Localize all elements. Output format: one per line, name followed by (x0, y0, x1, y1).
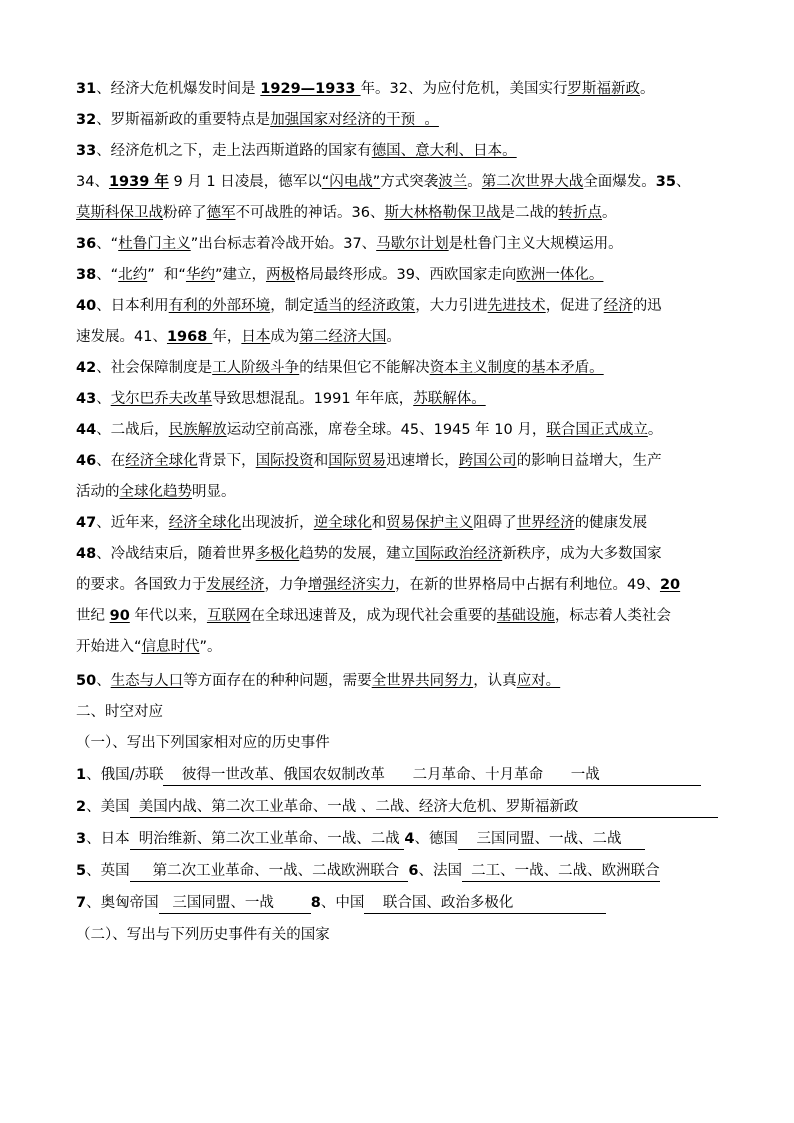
answer-text: 斯大林格勒保卫战 (384, 205, 501, 221)
prompt-text: 9 月 1 日凌晨，德军以 (168, 174, 322, 190)
prompt-text: 、“ (96, 267, 119, 283)
prompt-text: 年。32、为应付危机，美国实行 (360, 81, 568, 97)
text-line (76, 110, 720, 131)
country-row (76, 861, 720, 882)
prompt-text: 的迅 (632, 298, 662, 314)
text-line (76, 141, 720, 162)
prompt-text: 明显。 (192, 484, 236, 500)
prompt-text: ”出台标志着冷战开始。37、 (190, 236, 377, 252)
prompt-text: 是杜鲁门主义大规模运用。 (448, 236, 623, 252)
prompt-text: 运动空前高涨，席卷全球。45、1945 年 10 月， (226, 422, 547, 438)
answer-text: 90 (109, 608, 130, 624)
answer-text: 应对。 (516, 673, 561, 689)
answer-text: 华约 (185, 267, 215, 283)
item-number: 1 (76, 767, 87, 783)
text-line (76, 575, 720, 596)
prompt-text: 、“ (96, 236, 119, 252)
prompt-text: ，大力引进 (415, 298, 488, 314)
prompt-text: 、 (96, 391, 111, 407)
prompt-text: 、冷战结束后，随着世界 (96, 546, 256, 562)
prompt-text: 31 (76, 81, 97, 97)
prompt-text: 。 (601, 205, 617, 221)
answer-text: 生态与人口 (110, 673, 184, 689)
text-line (76, 671, 720, 692)
prompt-text: 方式突袭 (380, 174, 439, 190)
country-label: 、英国 (86, 863, 130, 879)
prompt-text: 50 (76, 673, 97, 689)
answer-text: 先进技术 (487, 298, 546, 314)
answer-text: 增强经济实力 (308, 577, 395, 593)
item-number: 5 (76, 863, 87, 879)
answer-text: 多极化 (255, 546, 300, 562)
prompt-text: 、 (96, 673, 111, 689)
prompt-text: 等方面存在的种种问题，需要 (183, 673, 372, 689)
answer-blank: 联合国、政治多极化 (364, 894, 605, 914)
prompt-text: 、日本利用 (96, 298, 169, 314)
item-number: 8 (310, 895, 321, 911)
answer-text: 经济 (603, 298, 633, 314)
answer-text: 适当的经济政策 (313, 298, 416, 314)
item-number: 3 (76, 831, 87, 847)
prompt-text: ，促进了 (545, 298, 604, 314)
prompt-text: 、在 (96, 453, 126, 469)
text-line (76, 482, 720, 503)
text-line (76, 358, 720, 379)
prompt-text: 趋势的发展，建立 (299, 546, 416, 562)
text-line (76, 451, 720, 472)
country-row (76, 797, 720, 818)
prompt-text: 成为 (270, 329, 300, 345)
answer-text: 国际贸易 (328, 453, 387, 469)
answer-text: 戈尔巴乔夫改革 (110, 391, 213, 407)
prompt-text: （一）、写出下列国家相对应的历史事件 (76, 735, 330, 751)
prompt-text: 35 (655, 174, 676, 190)
prompt-text: 、罗斯福新政的重要特点是 (96, 112, 271, 128)
answer-blank: 第二次工业革命、一战、二战欧洲联合 (130, 862, 409, 882)
answer-text: 1968 (166, 329, 213, 345)
country-label: 、中国 (320, 895, 365, 911)
text-line (76, 203, 720, 224)
prompt-text: ”。 (199, 639, 222, 655)
prompt-text: 年代以来， (129, 608, 207, 624)
answer-text: 信息时代 (141, 639, 200, 655)
text-line (76, 389, 720, 410)
country-label: 、法国 (418, 863, 462, 879)
prompt-text: 、社会保障制度是 (96, 360, 213, 376)
answer-text: 莫斯科保卫战 (76, 205, 163, 221)
answer-text: 国际投资 (255, 453, 314, 469)
prompt-text: 背景下， (197, 453, 256, 469)
text-line (76, 513, 720, 534)
prompt-text: 出现波折， (241, 515, 314, 531)
prompt-text: 32 (76, 112, 97, 128)
answer-text: 贸易保护主义 (386, 515, 474, 531)
prompt-text: 速发展。41、 (76, 329, 167, 345)
answer-text: 转折点 (558, 205, 602, 221)
prompt-text: 、二战后， (96, 422, 169, 438)
answer-lines (76, 79, 720, 754)
document-page (76, 79, 720, 946)
answer-text: 加强国家对经济的干预 。 (270, 112, 439, 128)
prompt-text: 和 (313, 453, 329, 469)
answer-text: 德军 (206, 205, 236, 221)
answer-text: 有利的外部环境 (168, 298, 271, 314)
prompt-text: ，力争 (264, 577, 308, 593)
section-2-title: （二）、写出与下列历史事件有关的国家 (76, 927, 330, 943)
answer-text: 马歇尔计划 (376, 236, 449, 252)
prompt-text: 48 (76, 546, 97, 562)
text-line (76, 606, 720, 627)
prompt-text: 年， (212, 329, 242, 345)
prompt-text: 34、 (76, 174, 109, 190)
prompt-text: 新秩序，成为大多数国家 (502, 546, 662, 562)
prompt-text: 42 (76, 360, 97, 376)
prompt-text: 开始进入“ (76, 639, 142, 655)
answer-text: 1929—1933 (260, 81, 361, 97)
answer-blank: 三国同盟、一战、二战 (458, 830, 644, 850)
answer-text: 20 (659, 577, 681, 593)
prompt-text: 和 (371, 515, 387, 531)
item-number: 4 (404, 831, 415, 847)
item-number: 6 (408, 863, 419, 879)
answer-text: 互联网 (206, 608, 251, 624)
prompt-text: ，在新的世界格局中占据有利地位。49、 (395, 577, 660, 593)
answer-text: 德国、意大利、日本。 (371, 143, 517, 159)
prompt-text: 迅速增长， (386, 453, 459, 469)
answer-text: 发展经济 (206, 577, 265, 593)
prompt-text: 、经济大危机爆发时间是 (96, 81, 261, 97)
answer-text: 杜鲁门主义 (118, 236, 191, 252)
text-line (76, 544, 720, 565)
answer-blank: 明治维新、第二次工业革命、一战、二战 (130, 830, 405, 850)
prompt-text: 、近年来， (96, 515, 169, 531)
answer-text: 两极 (265, 267, 295, 283)
answer-text: 民族解放 (168, 422, 227, 438)
answer-text: 1939 年 (108, 174, 169, 190)
answer-text: 联合国正式成立 (546, 422, 648, 438)
answer-text: 欧洲一体化。 (516, 267, 604, 283)
prompt-text: 。 (386, 329, 401, 345)
prompt-text: 46 (76, 453, 97, 469)
answer-text: 波兰 (438, 174, 468, 190)
prompt-text: ，标志着人类社会 (554, 608, 671, 624)
text-line (76, 172, 720, 193)
answer-text: 全球化趋势 (119, 484, 192, 500)
prompt-text: 的健康发展 (574, 515, 648, 531)
answer-text: 逆全球化 (313, 515, 372, 531)
prompt-text: 40 (76, 298, 97, 314)
answer-text: 罗斯福新政 (567, 81, 641, 97)
prompt-text: ，制定 (270, 298, 314, 314)
country-row (76, 765, 720, 786)
prompt-text: 二、时空对应 (76, 704, 163, 720)
prompt-text: 44 (76, 422, 97, 438)
answer-text: 工人阶级斗争 (212, 360, 300, 376)
prompt-text: 43 (76, 391, 97, 407)
prompt-text: 格局最终形成。39、西欧国家走向 (294, 267, 517, 283)
prompt-text: 不可战胜的神话。36、 (235, 205, 385, 221)
prompt-text: 全面爆发。 (583, 174, 656, 190)
prompt-text: 。 (467, 174, 482, 190)
text-line (76, 296, 720, 317)
answer-text: 资本主义制度的基本矛盾。 (429, 360, 604, 376)
answer-text: 全世界共同努力 (371, 673, 474, 689)
prompt-text: 38 (76, 267, 97, 283)
answer-text: 经济全球化 (125, 453, 198, 469)
answer-blank: 二工、一战、二战、欧洲联合 (462, 862, 660, 882)
prompt-text: 的结果但它不能解决 (299, 360, 430, 376)
prompt-text: 36 (76, 236, 97, 252)
answer-blank: 美国内战、第二次工业革命、一战 、二战、经济大危机、罗斯福新政 (130, 798, 718, 818)
prompt-text: 33 (76, 143, 97, 159)
prompt-text: ，认真 (473, 673, 517, 689)
text-line (76, 702, 720, 723)
answer-text: 跨国公司 (458, 453, 517, 469)
prompt-text: 。 (640, 81, 655, 97)
prompt-text: 47 (76, 515, 97, 531)
prompt-text: ” 和“ (147, 267, 186, 283)
country-label: 、德国 (414, 831, 459, 847)
answer-text: 基础设施 (496, 608, 555, 624)
answer-blank: 彼得一世改革、俄国农奴制改革 二月革命、十月革命 一战 (163, 766, 701, 786)
text-line (76, 234, 720, 255)
prompt-text: 导致思想混乱。1991 年年底， (212, 391, 414, 407)
prompt-text: 的影响日益增大，生产 (516, 453, 662, 469)
item-number: 2 (76, 799, 87, 815)
answer-text: 北约 (118, 267, 148, 283)
prompt-text: ”建立， (214, 267, 266, 283)
text-line (76, 79, 720, 100)
text-line (76, 733, 720, 754)
prompt-text: 是二战的 (500, 205, 559, 221)
country-row (76, 893, 720, 914)
text-line (76, 265, 720, 286)
item-number: 7 (76, 895, 87, 911)
country-label: 、俄国/苏联 (86, 767, 164, 783)
answer-text: 苏联解体。 (413, 391, 486, 407)
prompt-text: 活动的 (76, 484, 120, 500)
text-line (76, 637, 720, 658)
prompt-text: 世纪 (76, 608, 110, 624)
answer-text: 第二次世界大战 (481, 174, 584, 190)
answer-text: 第二经济大国 (299, 329, 387, 345)
country-label: 、美国 (86, 799, 130, 815)
answer-text: 世界经济 (516, 515, 575, 531)
answer-text: 日本 (241, 329, 271, 345)
prompt-text: 的要求。各国致力于 (76, 577, 207, 593)
prompt-text: 。 (647, 422, 663, 438)
answer-text: “闪电战” (321, 174, 381, 190)
country-label: 、日本 (86, 831, 130, 847)
text-line (76, 420, 720, 441)
prompt-text: 阻碍了 (473, 515, 517, 531)
prompt-text: 、 (675, 174, 691, 190)
country-row (76, 829, 720, 850)
answer-blank: 三国同盟、一战 (159, 894, 311, 914)
text-line (76, 327, 720, 348)
prompt-text: 粉碎了 (163, 205, 207, 221)
answer-text: 经济全球化 (168, 515, 242, 531)
prompt-text: 、经济危机之下，走上法西斯道路的国家有 (96, 143, 372, 159)
country-label: 、奥匈帝国 (86, 895, 159, 911)
prompt-text: 在全球迅速普及，成为现代社会重要的 (250, 608, 497, 624)
country-events-list (76, 765, 720, 914)
answer-text: 国际政治经济 (415, 546, 503, 562)
